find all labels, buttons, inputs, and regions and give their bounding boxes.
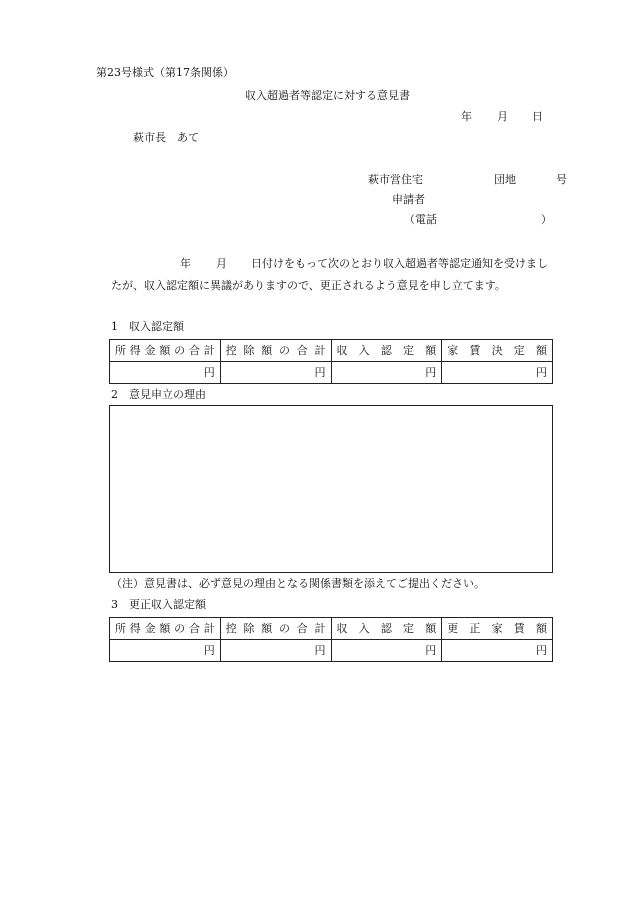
table-header-row [110, 618, 553, 640]
date-month[interactable]: 月 [497, 110, 508, 123]
header-deduction-total: 控除額の合計 [220, 618, 331, 640]
header-income-total: 所得金額の合計 [110, 618, 221, 640]
value-recognized-income[interactable]: 円 [331, 640, 442, 662]
header-corrected-rent: 更正家賃額 [442, 618, 553, 640]
form-label: 第23号様式（第17条関係） [96, 66, 234, 79]
value-corrected-rent[interactable]: 円 [442, 640, 553, 662]
date-day[interactable]: 日 [532, 110, 543, 123]
applicant-housing: 萩市営住宅 [368, 173, 423, 186]
applicant-phone-open[interactable]: （電話 [404, 213, 437, 226]
applicant-phone-close: ） [541, 213, 552, 226]
section3-heading: 3 更正収入認定額 [111, 598, 206, 611]
header-recognized-income: 収入認定額 [331, 618, 442, 640]
value-recognized-income[interactable]: 円 [331, 362, 442, 384]
body-month[interactable]: 月 [216, 257, 227, 270]
body-line1: 日付けをもって次のとおり収入超過者等認定通知を受けまし [251, 257, 548, 270]
income-table [109, 339, 553, 384]
value-income-total[interactable]: 円 [110, 640, 221, 662]
applicant-label[interactable]: 申請者 [392, 193, 425, 206]
body-year[interactable]: 年 [180, 257, 191, 270]
header-deduction-total: 控除額の合計 [220, 340, 331, 362]
header-income-total: 所得金額の合計 [110, 340, 221, 362]
applicant-danchi[interactable]: 団地 [494, 173, 516, 186]
table-value-row [110, 362, 553, 384]
applicant-number[interactable]: 号 [556, 173, 567, 186]
header-rent-decision: 家賃決定額 [442, 340, 553, 362]
value-rent-decision[interactable]: 円 [442, 362, 553, 384]
document-title: 収入超過者等認定に対する意見書 [245, 89, 410, 102]
corrected-income-table [109, 617, 553, 662]
body-line2: たが、収入認定額に異議がありますので、更正されるよう意見を申し立てます。 [111, 279, 506, 292]
table-value-row [110, 640, 553, 662]
section1-heading: 1 収入認定額 [111, 320, 184, 333]
reason-textbox[interactable] [109, 405, 553, 573]
note: （注）意見書は、必ず意見の理由となる関係書類を添えてご提出ください。 [111, 577, 485, 590]
header-recognized-income: 収入認定額 [331, 340, 442, 362]
section2-heading: 2 意見申立の理由 [111, 388, 206, 401]
value-income-total[interactable]: 円 [110, 362, 221, 384]
value-deduction-total[interactable]: 円 [220, 362, 331, 384]
addressee: 萩市長 あて [133, 131, 199, 144]
value-deduction-total[interactable]: 円 [220, 640, 331, 662]
table-header-row [110, 340, 553, 362]
date-year[interactable]: 年 [461, 110, 472, 123]
